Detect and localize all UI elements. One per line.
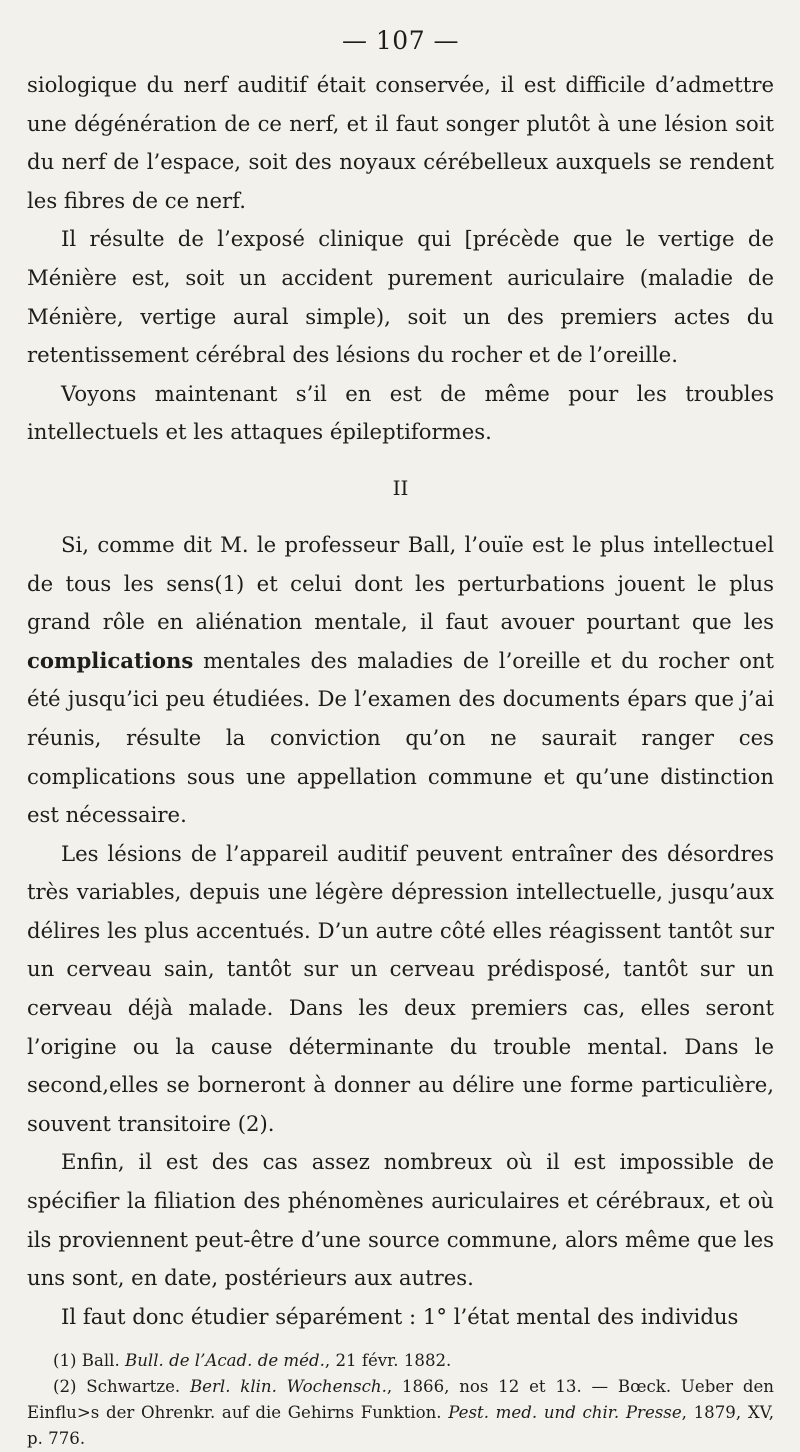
- paragraph-filiation: Enfin, il est des cas assez nombreux où il est impossible de spécifier la filiation des phénomènes auriculaires et cérébraux, et où ils proviennent peut-être d’une source commune, alors même que les uns sont, en date, postérieurs aux autres.: [27, 1149, 774, 1291]
- paragraph-ball-text-after: mentales des maladies de l’oreille et du rocher ont été jusqu’ici peu étudiées. De l’examen des documents épars que j’ai réunis, résulte la conviction qu’on ne saurait ranger ces complications sous une appellation commune et qu’une distinction est nécessaire.: [27, 647, 774, 828]
- paragraph-troubles-intellectuels: Voyons maintenant s’il en est de même pour les troubles intellectuels et les attaques épileptiformes.: [27, 380, 774, 445]
- footnotes: [27, 1348, 774, 1452]
- footnote-2-rest: , 1879, XV, p. 776.: [27, 1403, 775, 1449]
- footnote-2: [27, 1374, 774, 1452]
- footnote-1: [27, 1348, 774, 1374]
- footnote-1-label: (1) Ball.: [53, 1351, 126, 1371]
- emphasized-complications: complications: [27, 647, 194, 673]
- paragraph-vertige-meniere: Il résulte de l’exposé clinique qui [précède que le vertige de Ménière est, soit un accident purement auriculaire (maladie de Ménière, vertige aural simple), soit un des premiers actes du retentissement cérébral des lésions du rocher et de l’oreille.: [27, 226, 774, 368]
- body-text: [27, 66, 774, 1336]
- paragraph-lesions-appareil: Les lésions de l’appareil auditif peuvent entraîner des désordres très variables, depuis une légère dépression intellectuelle, jusqu’aux délires les plus accentués. D’un autre côté elles réagissent tantôt sur un cerveau sain, tantôt sur un cerveau prédisposé, tantôt sur un cerveau déjà malade. Dans les deux premiers cas, elles seront l’origine ou la cause déterminante du trouble mental. Dans le second,elles se borneront à donner au délire une forme particulière, souvent transitoire (2).: [27, 840, 774, 1136]
- footnote-2-title2: Pest. med. und chir. Presse: [448, 1403, 682, 1423]
- paragraph-etudier: Il faut donc étudier séparément : 1° l’état mental des individus: [61, 1303, 739, 1329]
- footnote-1-rest: , 21 févr. 1882.: [324, 1351, 452, 1371]
- paragraph-ball-text-before: Si, comme dit M. le professeur Ball, l’ouïe est le plus intellectuel de tous les sens(1) et celui dont les perturbations jouent le plus grand rôle en aliénation mentale, il faut avouer pourtant que les: [27, 531, 774, 635]
- paragraph-continuation: siologique du nerf auditif était conservée, il est difficile d’admettre une dégénération de ce nerf, et il faut songer plutôt à une lésion soit du nerf de l’espace, soit des noyaux cérébelleux auxquels se rendent les fibres de ce nerf.: [27, 72, 774, 213]
- page-number-header: — 107 —: [341, 26, 460, 55]
- footnote-2-title: Berl. klin. Wochensch.: [189, 1377, 387, 1397]
- paragraph-ball-citation: [27, 526, 774, 835]
- footnote-2-mid: , 1866, nos 12 et 13. — Bœck. Ueber den Einflu>s der Ohrenkr. auf die Gehirns Funktion.: [27, 1377, 774, 1423]
- footnote-2-label: (2) Schwartze.: [53, 1377, 190, 1397]
- section-heading: II: [392, 475, 409, 500]
- footnote-1-title: Bull. de l’Acad. de méd.: [125, 1351, 325, 1371]
